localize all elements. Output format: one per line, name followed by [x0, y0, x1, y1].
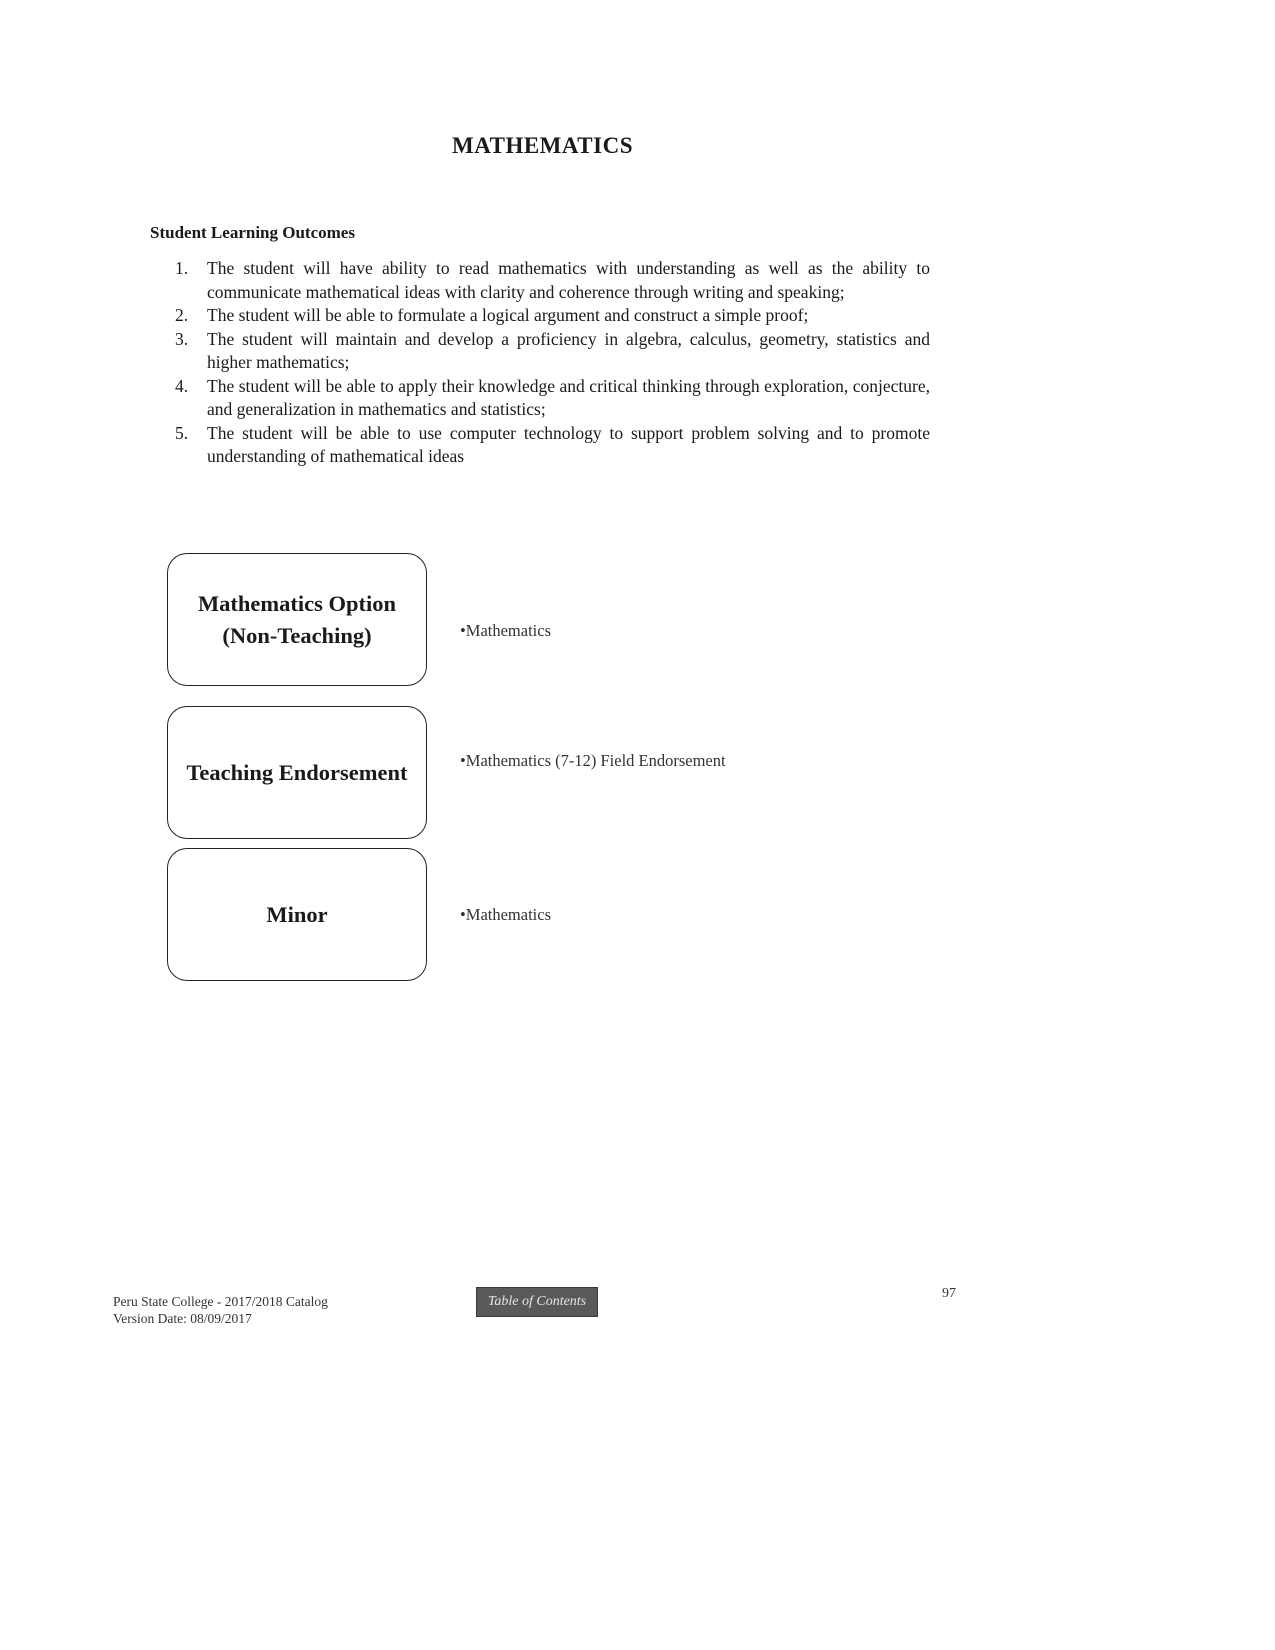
- list-item: [165, 257, 930, 304]
- table-of-contents-link[interactable]: Table of Contents: [476, 1287, 598, 1317]
- program-note: •Mathematics: [460, 905, 551, 924]
- list-item-number: 1.: [175, 258, 189, 278]
- list-item: [165, 422, 930, 469]
- section-heading: Student Learning Outcomes: [150, 223, 355, 242]
- program-box-teaching-endorsement: Teaching Endorsement: [167, 706, 427, 839]
- list-item-text: The student will maintain and develop a proficiency in algebra, calculus, geometry, statistics and higher mathematics;: [207, 328, 930, 372]
- list-item-number: 5.: [175, 422, 189, 443]
- program-box-minor: Minor: [167, 848, 427, 981]
- list-item-number: 4.: [175, 375, 189, 396]
- page-title: MATHEMATICS: [452, 133, 633, 158]
- footer-catalog-name: Peru State College - 2017/2018 Catalog: [113, 1294, 328, 1309]
- list-item-number: 3.: [175, 328, 189, 349]
- program-note: •Mathematics (7-12) Field Endorsement: [460, 751, 726, 770]
- list-item-text: The student will be able to apply their knowledge and critical thinking through exploration, conjecture, and generalization in mathematics and statistics;: [207, 375, 930, 419]
- list-item: [165, 328, 930, 375]
- list-item-text: The student will be able to formulate a logical argument and construct a simple proof;: [207, 305, 809, 325]
- footer-catalog-info: [113, 1293, 328, 1327]
- list-item-text: The student will have ability to read mathematics with understanding as well as the ability to communicate mathematical ideas with clarity and coherence through writing and speaking;: [207, 258, 930, 302]
- list-item: [165, 304, 930, 328]
- list-item-number: 2.: [175, 305, 189, 325]
- outcomes-list: [165, 257, 930, 469]
- page-number: 97: [942, 1286, 956, 1301]
- footer-version-date: Version Date: 08/09/2017: [113, 1311, 252, 1326]
- list-item: [165, 375, 930, 422]
- program-note: •Mathematics: [460, 621, 551, 640]
- program-box-mathematics-option: Mathematics Option (Non-Teaching): [167, 553, 427, 686]
- list-item-text: The student will be able to use computer technology to support problem solving and to promote understanding of mathematical ideas: [207, 422, 930, 466]
